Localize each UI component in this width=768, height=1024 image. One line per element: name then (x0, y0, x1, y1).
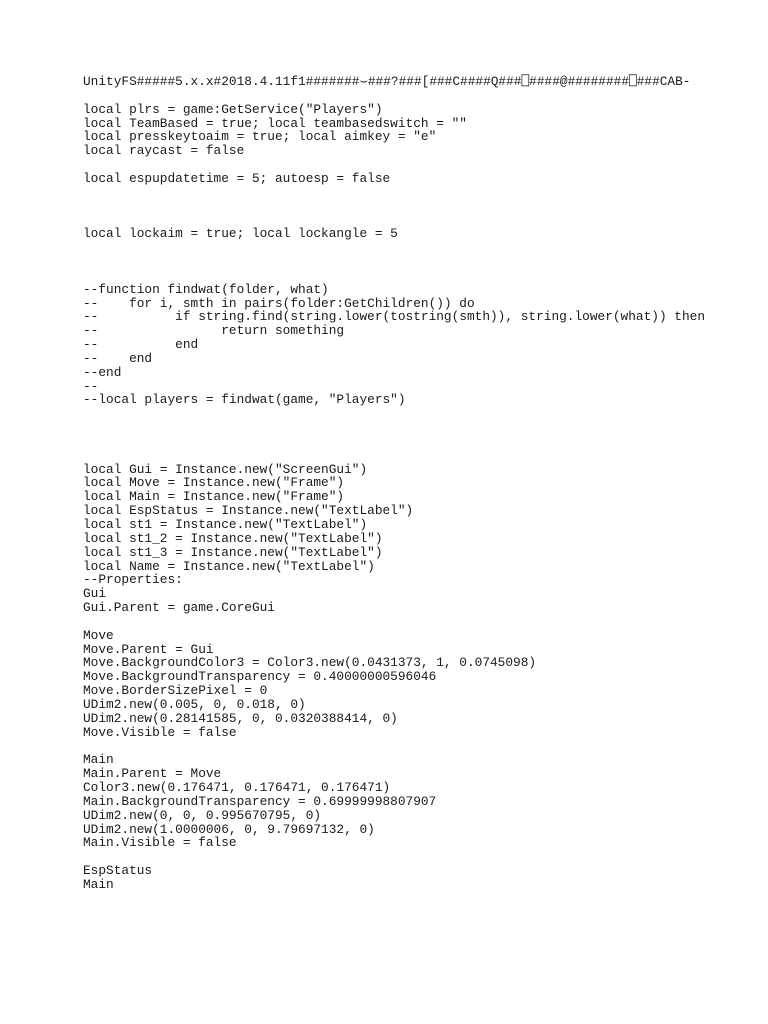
code-line: local lockaim = true; local lockangle = 5 (83, 226, 398, 242)
code-line: Main.Parent = Move (83, 766, 222, 782)
code-line: --Properties: (83, 572, 183, 588)
code-line: UnityFS#####5.x.x#2018.4.11f1#######⌣###?###[###C####Q###⎕####@########⎕###CAB- (83, 74, 691, 89)
code-line (83, 186, 763, 200)
code-line: local Gui = Instance.new("ScreenGui") (83, 461, 368, 477)
code-line: local Main = Instance.new("Frame") (83, 489, 345, 505)
code-line: local presskeytoaim = true; local aimkey = "e" (83, 129, 437, 145)
code-line (83, 269, 763, 283)
code-line: local TeamBased = true; local teambasedswitch = "" (83, 115, 467, 131)
code-line (83, 740, 763, 754)
code-line: Main (83, 876, 114, 892)
code-line: Move.Visible = false (83, 724, 237, 740)
code-line (83, 200, 763, 214)
code-line (83, 213, 763, 227)
code-text-block (83, 75, 763, 892)
code-line: local Move = Instance.new("Frame") (83, 475, 345, 491)
code-line: UDim2.new(0, 0, 0.995670795, 0) (83, 807, 322, 823)
code-line: UDim2.new(0.005, 0, 0.018, 0) (83, 696, 306, 712)
code-line: UDim2.new(1.0000006, 0, 9.79697132, 0) (83, 821, 375, 837)
code-line: Move.BackgroundTransparency = 0.40000000596046 (83, 669, 437, 685)
code-line: local st1_3 = Instance.new("TextLabel") (83, 544, 383, 560)
code-line: -- end (83, 337, 199, 353)
code-line (83, 615, 763, 629)
code-line: Move.Parent = Gui (83, 641, 214, 657)
code-line: -- (83, 378, 99, 394)
code-line: Gui (83, 586, 107, 602)
code-line: Main (83, 752, 114, 768)
code-line: -- if string.find(string.lower(tostring(smth)), string.lower(what)) then (83, 309, 706, 325)
code-line: Move.BorderSizePixel = 0 (83, 683, 268, 699)
code-line: Move (83, 627, 114, 643)
code-line (83, 407, 763, 421)
code-line: local st1 = Instance.new("TextLabel") (83, 517, 368, 532)
code-line (83, 241, 763, 255)
code-line: Move.BackgroundColor3 = Color3.new(0.0431373, 1, 0.0745098) (83, 655, 537, 671)
code-line (83, 89, 763, 103)
code-line: Color3.new(0.176471, 0.176471, 0.176471) (83, 780, 391, 796)
code-line: local Name = Instance.new("TextLabel") (83, 558, 375, 574)
code-line: --function findwat(folder, what) (83, 281, 329, 297)
code-line: -- end (83, 350, 153, 366)
code-line: --end (83, 364, 122, 380)
code-line: local st1_2 = Instance.new("TextLabel") (83, 530, 383, 546)
code-line: Main.Visible = false (83, 835, 237, 851)
code-line: local EspStatus = Instance.new("TextLabel") (83, 503, 414, 519)
code-line: UDim2.new(0.28141585, 0, 0.0320388414, 0) (83, 710, 398, 726)
code-line (83, 255, 763, 269)
code-line: local espupdatetime = 5; autoesp = false (83, 170, 391, 186)
code-line (83, 850, 763, 864)
code-line: -- return something (83, 323, 345, 339)
code-line (83, 158, 763, 172)
code-line: Main.BackgroundTransparency = 0.69999998807907 (83, 793, 437, 809)
code-line (83, 449, 763, 463)
code-line: local raycast = false (83, 143, 245, 159)
code-line: --local players = findwat(game, "Players") (83, 392, 406, 408)
code-line: Gui.Parent = game.CoreGui (83, 600, 275, 616)
code-line (83, 421, 763, 435)
code-line: -- for i, smth in pairs(folder:GetChildren()) do (83, 295, 475, 311)
code-line: EspStatus (83, 863, 153, 879)
code-line: local plrs = game:GetService("Players") (83, 101, 383, 117)
code-line (83, 435, 763, 449)
